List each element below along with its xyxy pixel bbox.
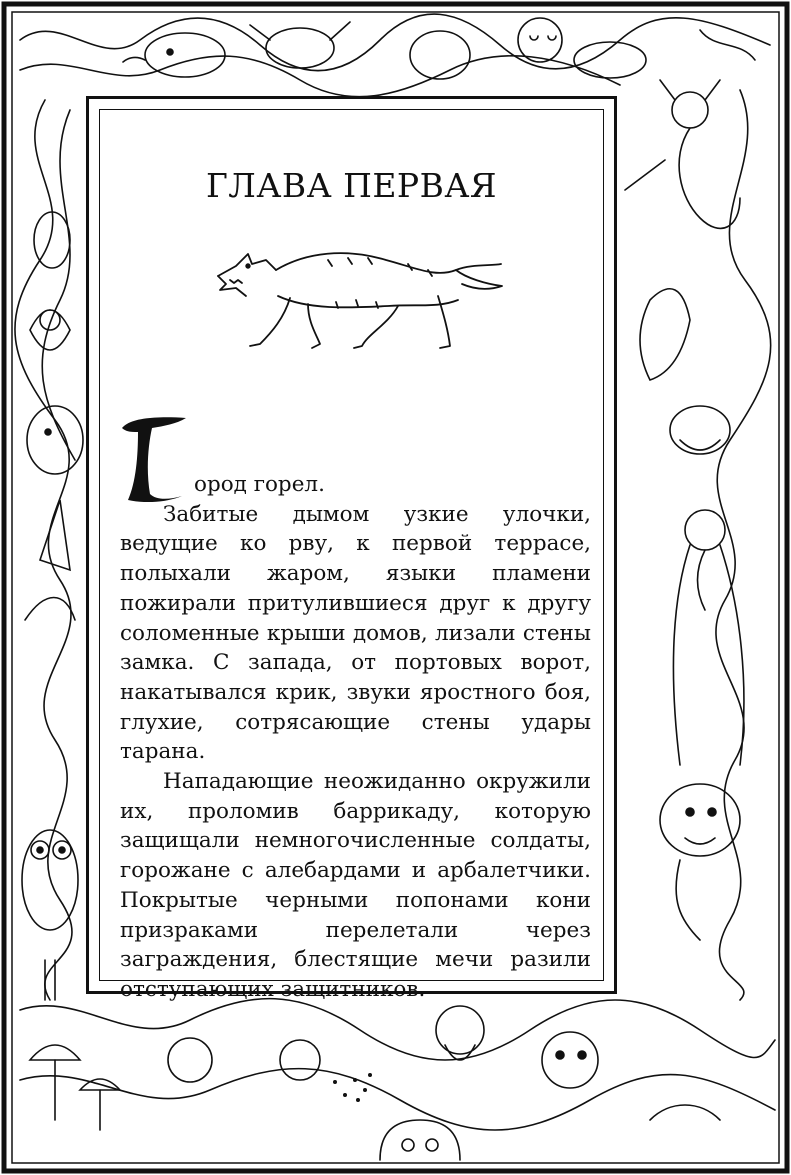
text-panel bbox=[86, 96, 617, 1002]
paragraph: Забитые дымом узкие улочки, ведущие ко рву, к первой террасе, полыхали жаром, языки пламени пожирали притулившиеся друг к другу соломенные крыши домов, лизали стены замка. С запада, от портовых ворот, накатывался крик, звуки яростного боя, глухие, сотрясающие стены удары тарана. bbox=[120, 501, 591, 765]
first-paragraph bbox=[120, 412, 591, 500]
wolf-illustration bbox=[208, 236, 508, 354]
paragraph-text: ород горел. bbox=[194, 472, 325, 497]
paragraph: Нападающие неожиданно окружили их, проломив баррикаду, которую защищали немногочисленные солдаты, горожане с алебардами и арбалетчики. Покрытые черными попонами кони призраками перелетали через заграждения, блестящие мечи разили отступающих защитников. bbox=[120, 769, 591, 1002]
text-panel-inner-frame bbox=[99, 109, 604, 1002]
drop-cap-letter bbox=[116, 416, 190, 502]
chapter-text bbox=[120, 412, 591, 1005]
chapter-title: ГЛАВА ПЕРВАЯ bbox=[205, 166, 498, 205]
